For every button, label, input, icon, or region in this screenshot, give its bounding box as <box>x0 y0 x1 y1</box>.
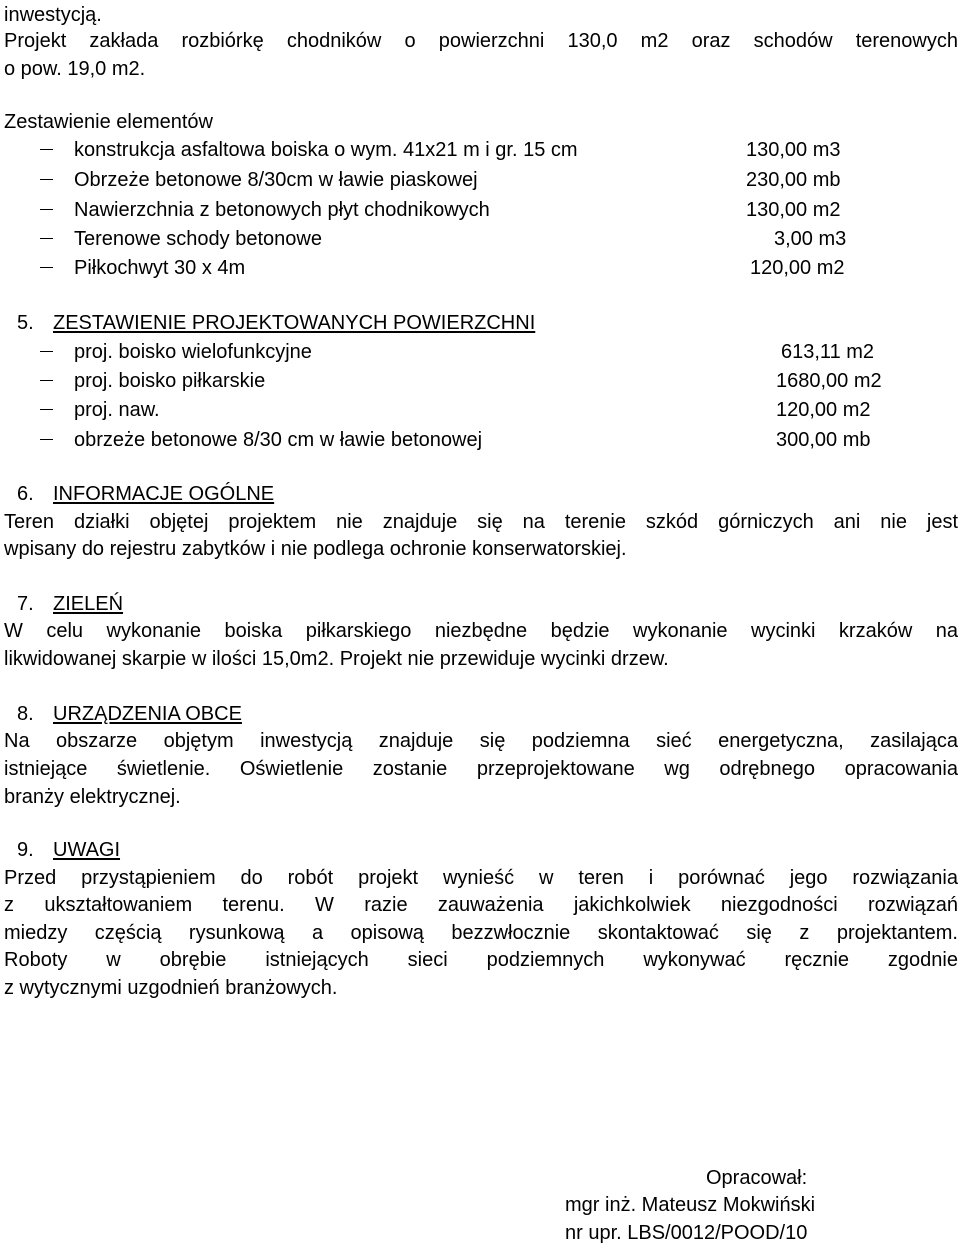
elements-item-value: 3,00 m3 <box>774 228 847 250</box>
section-6-line: Teren działki objętej projektem nie znajduje się na terenie szkód górniczych ani nie jest <box>4 511 958 533</box>
signature-label: Opracował: <box>706 1167 808 1189</box>
dash-bullet-icon <box>40 149 53 150</box>
elements-item-label: Obrzeże betonowe 8/30cm w ławie piaskowej <box>74 169 478 191</box>
intro-line-2: Projekt zakłada rozbiórkę chodników o powierzchni 130,0 m2 oraz schodów terenowych <box>4 30 958 52</box>
dash-bullet-icon <box>40 267 53 268</box>
surface-item-value: 300,00 mb <box>776 429 871 451</box>
section-8-line: branży elektrycznej. <box>4 786 181 808</box>
signature-license: nr upr. LBS/0012/POOD/10 <box>565 1222 808 1244</box>
elements-item-value: 230,00 mb <box>746 169 841 191</box>
section-9-number: 9. <box>17 839 34 861</box>
section-9-line: Przed przystąpieniem do robót projekt wynieść w teren i porównać jego rozwiązania <box>4 867 958 889</box>
surface-item-label: proj. naw. <box>74 399 160 421</box>
surface-item-value: 120,00 m2 <box>776 399 871 421</box>
surface-item-value: 613,11 m2 <box>781 341 875 363</box>
surface-item <box>0 340 960 364</box>
elements-item-label: konstrukcja asfaltowa boiska o wym. 41x21 m i gr. 15 cm <box>74 139 578 161</box>
dash-bullet-icon <box>40 351 53 352</box>
section-9-line: z ukształtowaniem terenu. W razie zauważenia jakichkolwiek niezgodności rozwiązań <box>4 894 958 916</box>
surface-item-value: 1680,00 m2 <box>776 370 882 392</box>
elements-item-label: Terenowe schody betonowe <box>74 228 322 250</box>
elements-item <box>0 256 960 280</box>
elements-item-label: Nawierzchnia z betonowych płyt chodnikowych <box>74 199 490 221</box>
elements-item-label: Piłkochwyt 30 x 4m <box>74 257 246 279</box>
elements-item <box>0 168 960 192</box>
surface-item-label: proj. boisko piłkarskie <box>74 370 266 392</box>
surface-item <box>0 398 960 422</box>
section-9-line: Roboty w obrębie istniejących sieci podziemnych wykonywać ręcznie zgodnie <box>4 949 958 971</box>
section-9-line: z wytycznymi uzgodnień branżowych. <box>4 977 338 999</box>
section-6-heading: INFORMACJE OGÓLNE <box>53 483 275 505</box>
elements-item <box>0 227 960 251</box>
section-5-heading: ZESTAWIENIE PROJEKTOWANYCH POWIERZCHNI <box>53 312 536 334</box>
signature-name: mgr inż. Mateusz Mokwiński <box>565 1194 816 1216</box>
surface-item <box>0 369 960 393</box>
surface-item-label: proj. boisko wielofunkcyjne <box>74 341 312 363</box>
section-8-number: 8. <box>17 703 34 725</box>
intro-line-3: o pow. 19,0 m2. <box>4 58 146 80</box>
section-6-line: wpisany do rejestru zabytków i nie podlega ochronie konserwatorskiej. <box>4 538 627 560</box>
section-8-line: Na obszarze objętym inwestycją znajduje się podziemna sieć energetyczna, zasilająca <box>4 730 958 752</box>
dash-bullet-icon <box>40 238 53 239</box>
dash-bullet-icon <box>40 380 53 381</box>
section-5-number: 5. <box>17 312 34 334</box>
surface-item-label: obrzeże betonowe 8/30 cm w ławie betonowej <box>74 429 483 451</box>
section-7-line: W celu wykonanie boiska piłkarskiego niezbędne będzie wykonanie wycinki krzaków na <box>4 620 958 642</box>
intro-line-1: inwestycją. <box>4 4 102 26</box>
dash-bullet-icon <box>40 179 53 180</box>
section-7-heading: ZIELEŃ <box>53 593 124 615</box>
elements-item-value: 120,00 m2 <box>750 257 845 279</box>
section-9-line: miedzy częścią rysunkową a opisową bezzwłocznie skontaktować się z projektantem. <box>4 922 958 944</box>
section-8-line: istniejące świetlenie. Oświetlenie zostanie przeprojektowane wg odrębnego opracowania <box>4 758 958 780</box>
elements-item <box>0 138 960 162</box>
elements-item-value: 130,00 m3 <box>746 139 841 161</box>
dash-bullet-icon <box>40 439 53 440</box>
section-8-heading: URZĄDZENIA OBCE <box>53 703 242 725</box>
elements-item <box>0 198 960 222</box>
dash-bullet-icon <box>40 409 53 410</box>
elements-item-value: 130,00 m2 <box>746 199 841 221</box>
section-7-line: likwidowanej skarpie w ilości 15,0m2. Projekt nie przewiduje wycinki drzew. <box>4 648 669 670</box>
elements-title: Zestawienie elementów <box>4 111 213 133</box>
section-9-heading: UWAGI <box>53 839 121 861</box>
dash-bullet-icon <box>40 209 53 210</box>
section-6-number: 6. <box>17 483 34 505</box>
surface-item <box>0 428 960 452</box>
section-7-number: 7. <box>17 593 34 615</box>
